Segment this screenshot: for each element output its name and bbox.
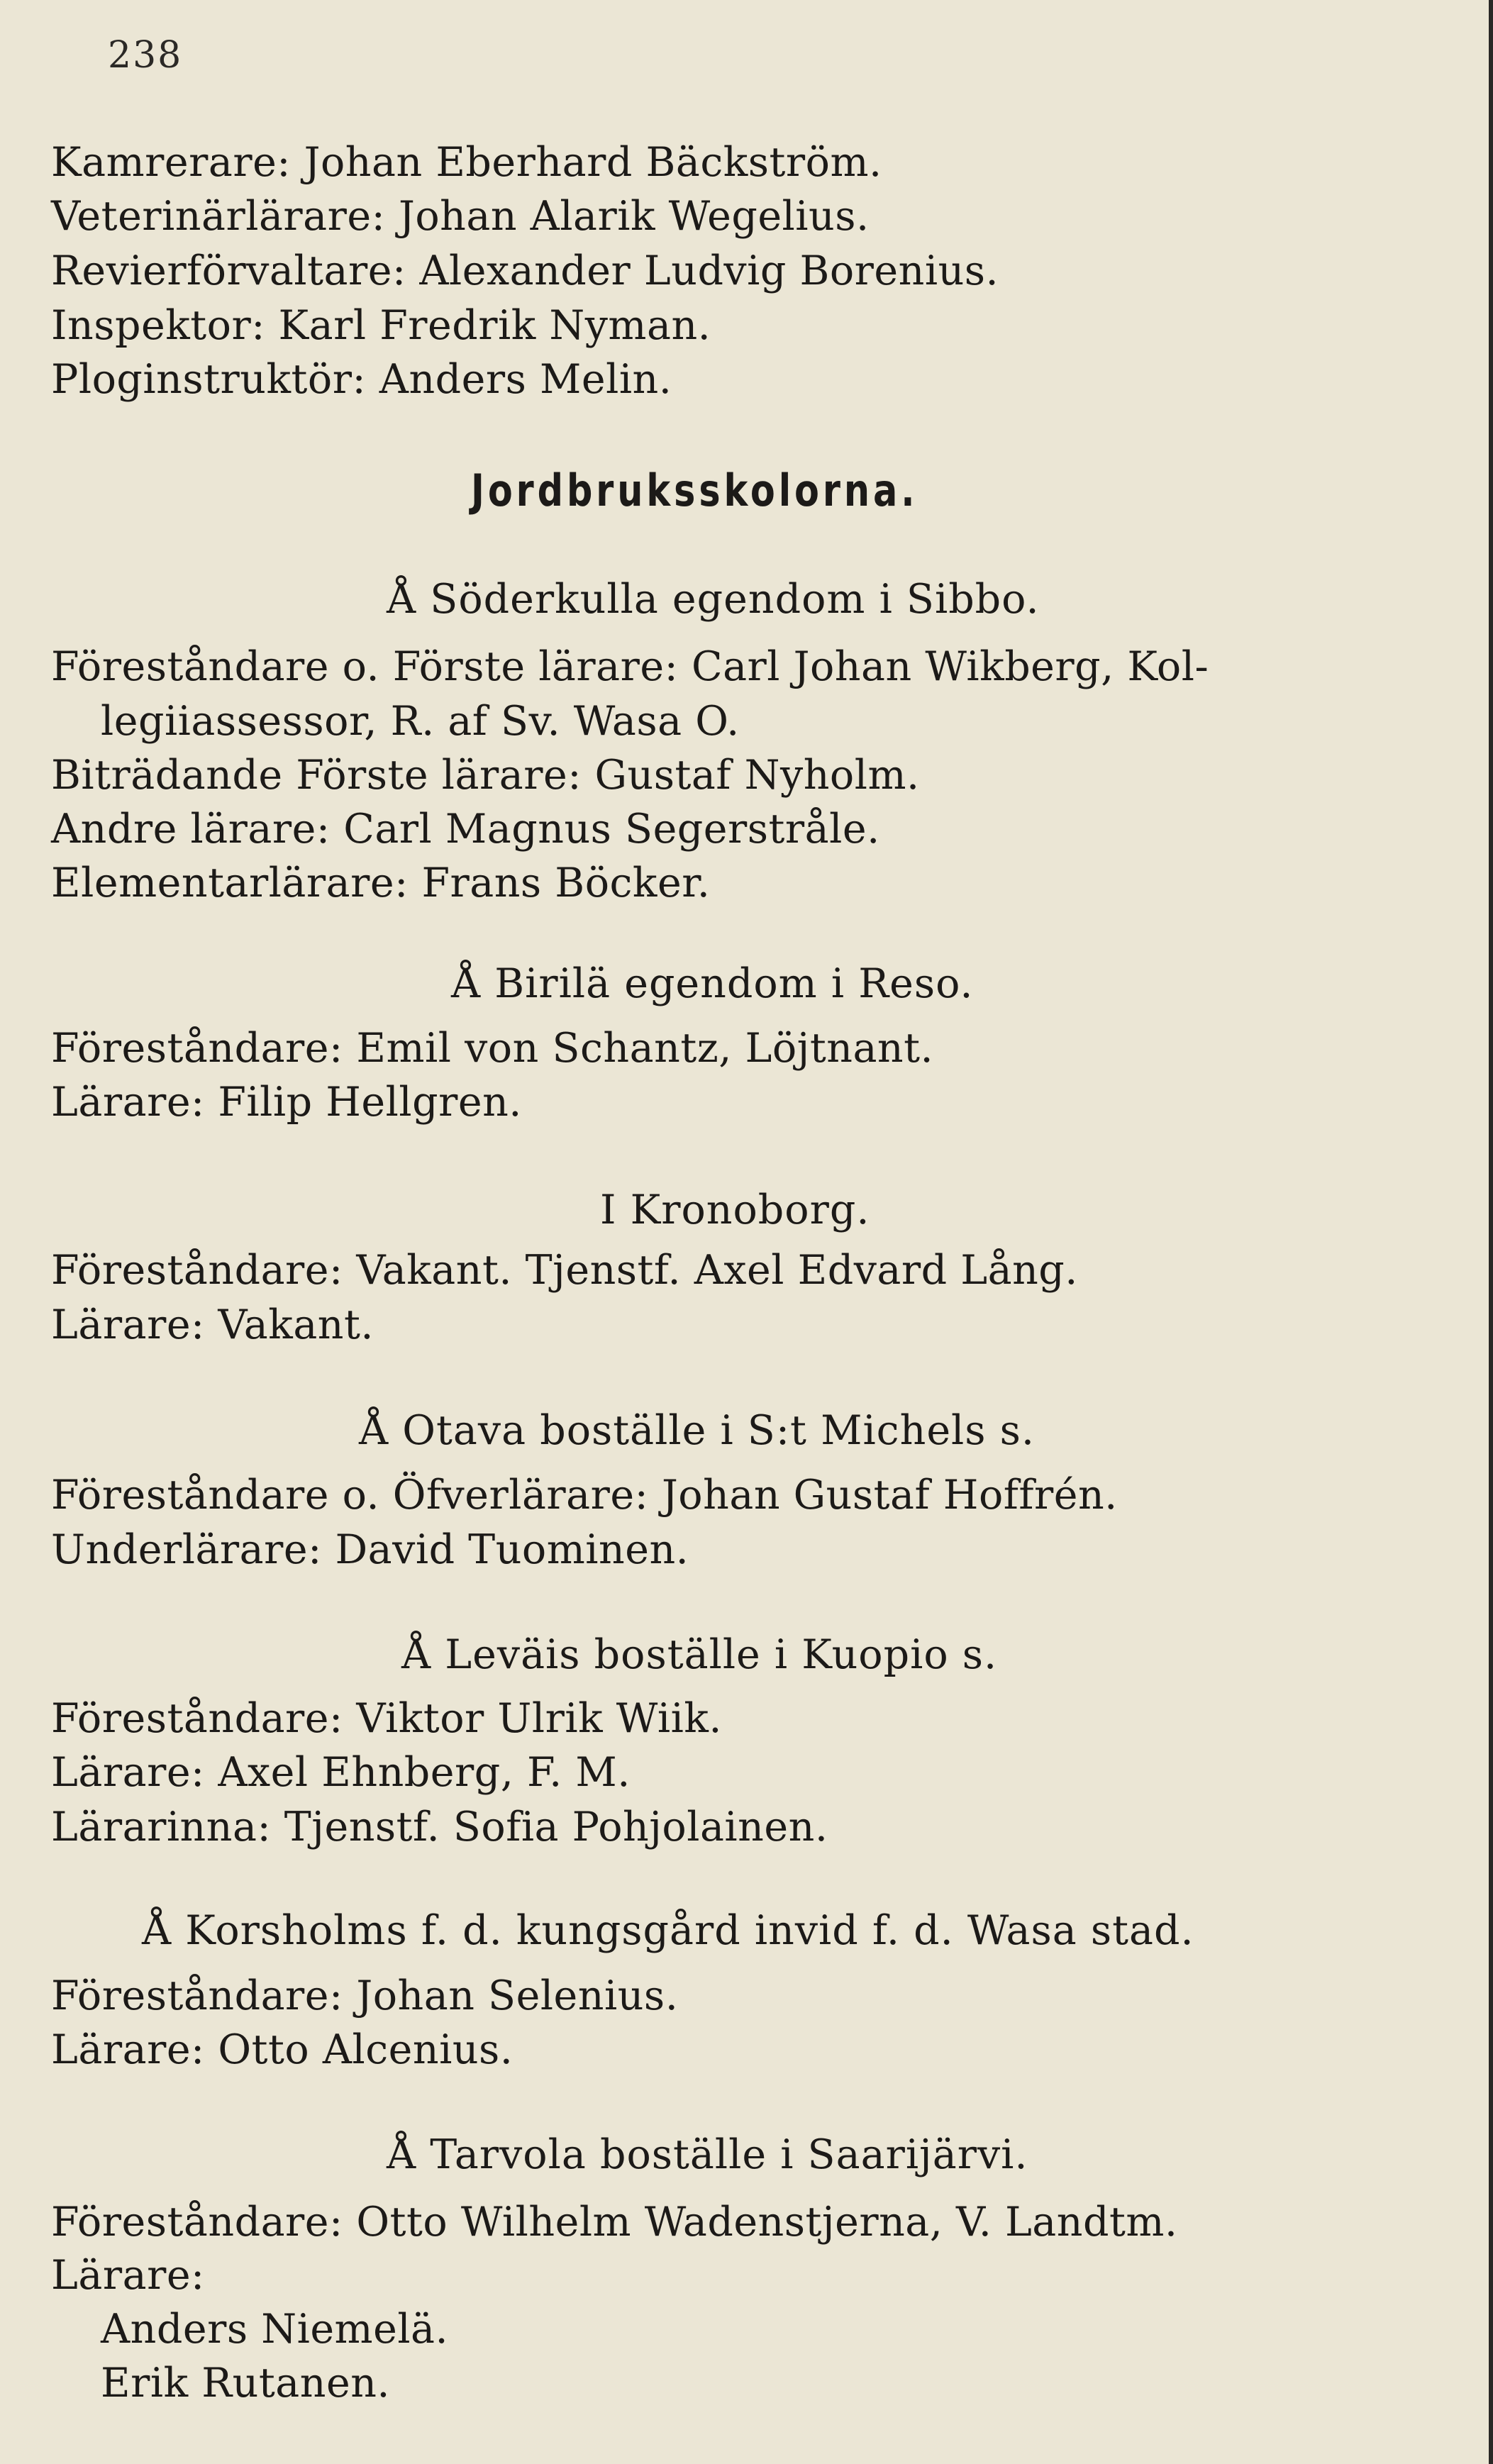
school-title: I Kronoborg.: [600, 1187, 870, 1233]
staff-line: Föreståndare o. Förste lärare: Carl Johan Wikberg, Kol-: [51, 643, 1209, 690]
staff-line: Anders Niemelä.: [101, 2306, 449, 2353]
school-title: Å Leväis boställe i Kuopio s.: [401, 1631, 998, 1678]
staff-line: Föreståndare: Vakant. Tjenstf. Axel Edvard Lång.: [51, 1247, 1078, 1294]
staff-line: legiiassessor, R. af Sv. Wasa O.: [101, 698, 740, 745]
page-edge-shadow: [1489, 0, 1493, 2464]
staff-line: Erik Rutanen.: [101, 2360, 391, 2407]
staff-line: Ploginstruktör: Anders Melin.: [51, 356, 672, 403]
page-number: 238: [108, 34, 183, 77]
staff-line: Föreståndare: Viktor Ulrik Wiik.: [51, 1695, 722, 1742]
staff-line: Lärare: Vakant.: [51, 1302, 374, 1348]
staff-line: Lärare: Filip Hellgren.: [51, 1079, 522, 1126]
staff-line: Föreståndare: Otto Wilhelm Wadenstjerna, V. Landtm.: [51, 2199, 1178, 2246]
staff-line: Föreståndare o. Öfverlärare: Johan Gustaf Hoffrén.: [51, 1472, 1118, 1519]
staff-line: Föreståndare: Johan Selenius.: [51, 1972, 679, 2019]
staff-line: Biträdande Förste lärare: Gustaf Nyholm.: [51, 752, 920, 799]
staff-line: Andre lärare: Carl Magnus Segerstråle.: [51, 806, 880, 853]
staff-line: Revierförvaltare: Alexander Ludvig Borenius.: [51, 248, 999, 294]
staff-line: Föreståndare: Emil von Schantz, Löjtnant.: [51, 1025, 934, 1072]
staff-line: Veterinärlärare: Johan Alarik Wegelius.: [51, 193, 870, 240]
section-heading: Jordbruksskolorna.: [471, 465, 918, 516]
school-title: Å Birilä egendom i Reso.: [451, 960, 974, 1007]
staff-line: Lärare: Otto Alcenius.: [51, 2026, 514, 2073]
staff-line: Lärare: Axel Ehnberg, F. M.: [51, 1749, 631, 1796]
staff-line: Elementarlärare: Frans Böcker.: [51, 860, 711, 906]
staff-line: Lärarinna: Tjenstf. Sofia Pohjolainen.: [51, 1804, 828, 1850]
school-title: Å Korsholms f. d. kungsgård invid f. d. Wasa stad.: [142, 1907, 1194, 1954]
staff-line: Kamrerare: Johan Eberhard Bäckström.: [51, 139, 882, 186]
staff-line: Lärare:: [51, 2252, 205, 2299]
staff-line: Inspektor: Karl Fredrik Nyman.: [51, 302, 711, 349]
school-title: Å Otava boställe i S:t Michels s.: [359, 1407, 1036, 1454]
school-title: Å Tarvola boställe i Saarijärvi.: [387, 2131, 1028, 2178]
school-title: Å Söderkulla egendom i Sibbo.: [387, 576, 1040, 623]
staff-line: Underlärare: David Tuominen.: [51, 1526, 689, 1573]
